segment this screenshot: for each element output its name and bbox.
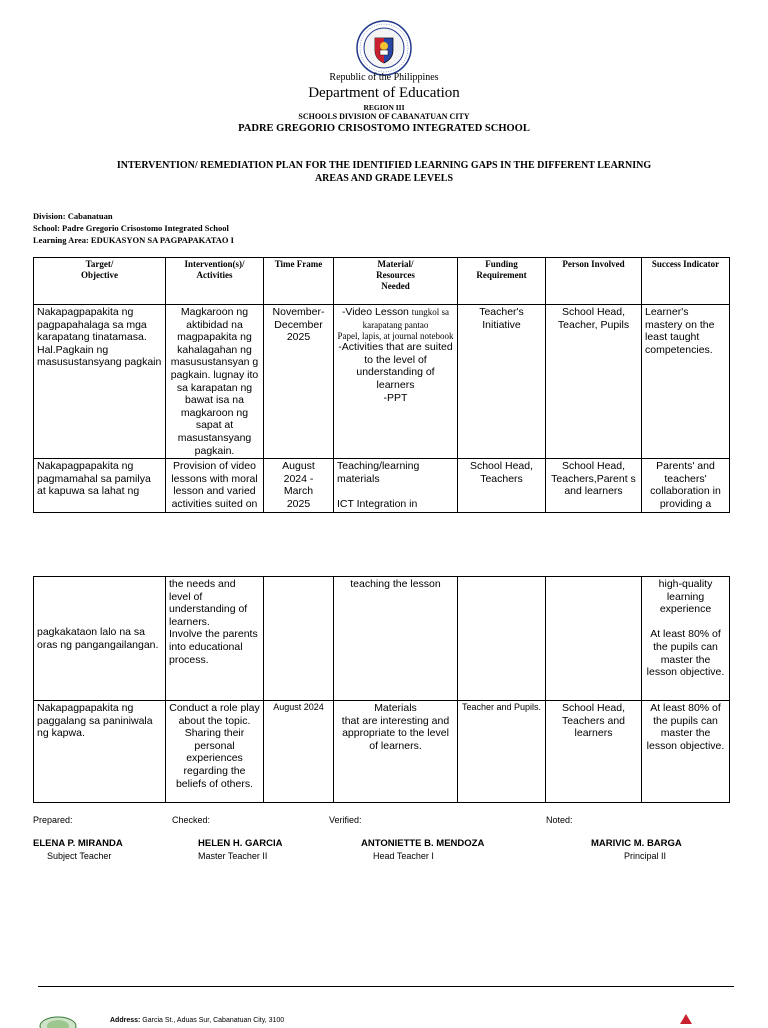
table-header-row bbox=[34, 258, 730, 305]
school-name-line: PADRE GREGORIO CRISOSTOMO INTEGRATED SCHOOL bbox=[238, 123, 530, 134]
header-persons: Person Involved bbox=[546, 258, 642, 305]
cell-intervention: Provision of video lessons with moral lesson and varied activities suited on bbox=[166, 459, 264, 512]
footer-emblem-icon bbox=[680, 1014, 692, 1024]
cell-target: Nakapagpapakita ng pagmamahal sa pamilya at kapuwa sa lahat ng bbox=[34, 459, 166, 512]
department-title: Department of Education bbox=[308, 85, 460, 101]
division-office-line: SCHOOLS DIVISION OF CABANATUAN CITY bbox=[298, 112, 470, 121]
cell-funding: Teacher and Pupils. bbox=[458, 701, 546, 803]
address-label: Address: bbox=[110, 1017, 141, 1024]
verified-name: ANTONIETTE B. MENDOZA bbox=[361, 838, 485, 849]
cell-success: Parents' and teachers' collaboration in providing a bbox=[642, 459, 730, 512]
header-materials: Material/ Resources Needed bbox=[334, 258, 458, 305]
footer-address bbox=[110, 1017, 284, 1024]
cell-materials: teaching the lesson bbox=[334, 577, 458, 701]
address-text: Garcia St., Aduas Sur, Cabanatuan City, 3100 bbox=[142, 1017, 285, 1024]
cell-materials: Teaching/learning materials ICT Integration in bbox=[334, 459, 458, 512]
cell-funding: School Head, Teachers bbox=[458, 459, 546, 512]
cell-target: Nakapagpapakita ng pagpapahalaga sa mga karapatang tinatamasa. Hal.Pagkain ng masusustansyang pagkain bbox=[34, 305, 166, 459]
header-time-frame: Time Frame bbox=[264, 258, 334, 305]
materials-topic: tungkol sa karapatang pantao bbox=[362, 307, 450, 330]
division-info: Division: Cabanatuan bbox=[33, 211, 113, 221]
checked-name: HELEN H. GARCIA bbox=[198, 838, 283, 849]
cell-intervention: Conduct a role play about the topic. Sharing their personal experiences regarding the beliefs of others. bbox=[166, 701, 264, 803]
header-intervention: Intervention(s)/ Activities bbox=[166, 258, 264, 305]
cell-persons: School Head, Teachers,Parent s and learners bbox=[546, 459, 642, 512]
cell-persons bbox=[546, 577, 642, 701]
cell-materials bbox=[334, 305, 458, 459]
cell-success: At least 80% of the pupils can master the lesson objective. bbox=[642, 701, 730, 803]
cell-funding bbox=[458, 577, 546, 701]
region-line: REGION III bbox=[363, 103, 405, 112]
table-row bbox=[34, 459, 730, 512]
materials-supplies: Papel, lapis, at journal notebook bbox=[337, 331, 454, 342]
table-row bbox=[34, 305, 730, 459]
school-info: School: Padre Gregorio Crisostomo Integrated School bbox=[33, 223, 229, 233]
cell-time-frame bbox=[264, 577, 334, 701]
header-success: Success Indicator bbox=[642, 258, 730, 305]
plan-table-continued bbox=[33, 576, 730, 803]
plan-title-line2: AREAS AND GRADE LEVELS bbox=[314, 173, 454, 184]
prepared-position: Subject Teacher bbox=[47, 851, 112, 861]
prepared-label: Prepared: bbox=[33, 815, 73, 825]
table-row bbox=[34, 701, 730, 803]
country-line: Republic of the Philippines bbox=[329, 72, 439, 83]
materials-activities: -Activities that are suited to the level of understanding of learners -PPT bbox=[338, 341, 453, 404]
cell-materials: Materials that are interesting and appropriate to the level of learners. bbox=[334, 701, 458, 803]
learning-area-info: Learning Area: EDUKASYON SA PAGPAPAKATAO I bbox=[33, 235, 234, 245]
table-row bbox=[34, 577, 730, 701]
cell-time-frame: August 2024 - March 2025 bbox=[264, 459, 334, 512]
cell-target: Nakapagpapakita ng paggalang sa paniniwala ng kapwa. bbox=[34, 701, 166, 803]
cell-persons: School Head, Teacher, Pupils bbox=[546, 305, 642, 459]
verified-label: Verified: bbox=[329, 815, 362, 825]
cell-funding: Teacher's Initiative bbox=[458, 305, 546, 459]
footer-divider bbox=[38, 986, 734, 987]
verified-position: Head Teacher I bbox=[373, 851, 434, 861]
cell-success: Learner's mastery on the least taught competencies. bbox=[642, 305, 730, 459]
cell-success: high-quality learning experience At least 80% of the pupils can master the lesson objective. bbox=[642, 577, 730, 701]
cell-target: pagkakataon lalo na sa oras ng pangangailangan. bbox=[34, 577, 166, 701]
materials-video-lesson: -Video Lesson bbox=[341, 306, 409, 318]
cell-time-frame: November- December 2025 bbox=[264, 305, 334, 459]
cell-intervention: Magkaroon ng aktibidad na magpapakita ng kahalagahan ng masusustansyan g pagkain. lugnay ito sa karapatan ng bawat isa na magkaroon ng sapat at masustansyang pagkain. bbox=[166, 305, 264, 459]
header-target: Target/ Objective bbox=[34, 258, 166, 305]
checked-label: Checked: bbox=[172, 815, 211, 825]
prepared-name: ELENA P. MIRANDA bbox=[33, 838, 123, 849]
plan-table bbox=[33, 257, 730, 513]
cell-intervention: the needs and level of understanding of learners. Involve the parents into educational process. bbox=[166, 577, 264, 701]
footer-school-logo bbox=[38, 1014, 78, 1028]
cell-time-frame: August 2024 bbox=[264, 701, 334, 803]
cell-persons: School Head, Teachers and learners bbox=[546, 701, 642, 803]
noted-label: Noted: bbox=[546, 815, 573, 825]
checked-position: Master Teacher II bbox=[198, 851, 268, 861]
deped-seal-logo bbox=[356, 20, 412, 76]
noted-name: MARIVIC M. BARGA bbox=[591, 838, 682, 849]
plan-title-line1: INTERVENTION/ REMEDIATION PLAN FOR THE IDENTIFIED LEARNING GAPS IN THE DIFFERENT LEARNING bbox=[116, 160, 652, 171]
noted-position: Principal II bbox=[624, 851, 667, 861]
header-funding: Funding Requirement bbox=[458, 258, 546, 305]
